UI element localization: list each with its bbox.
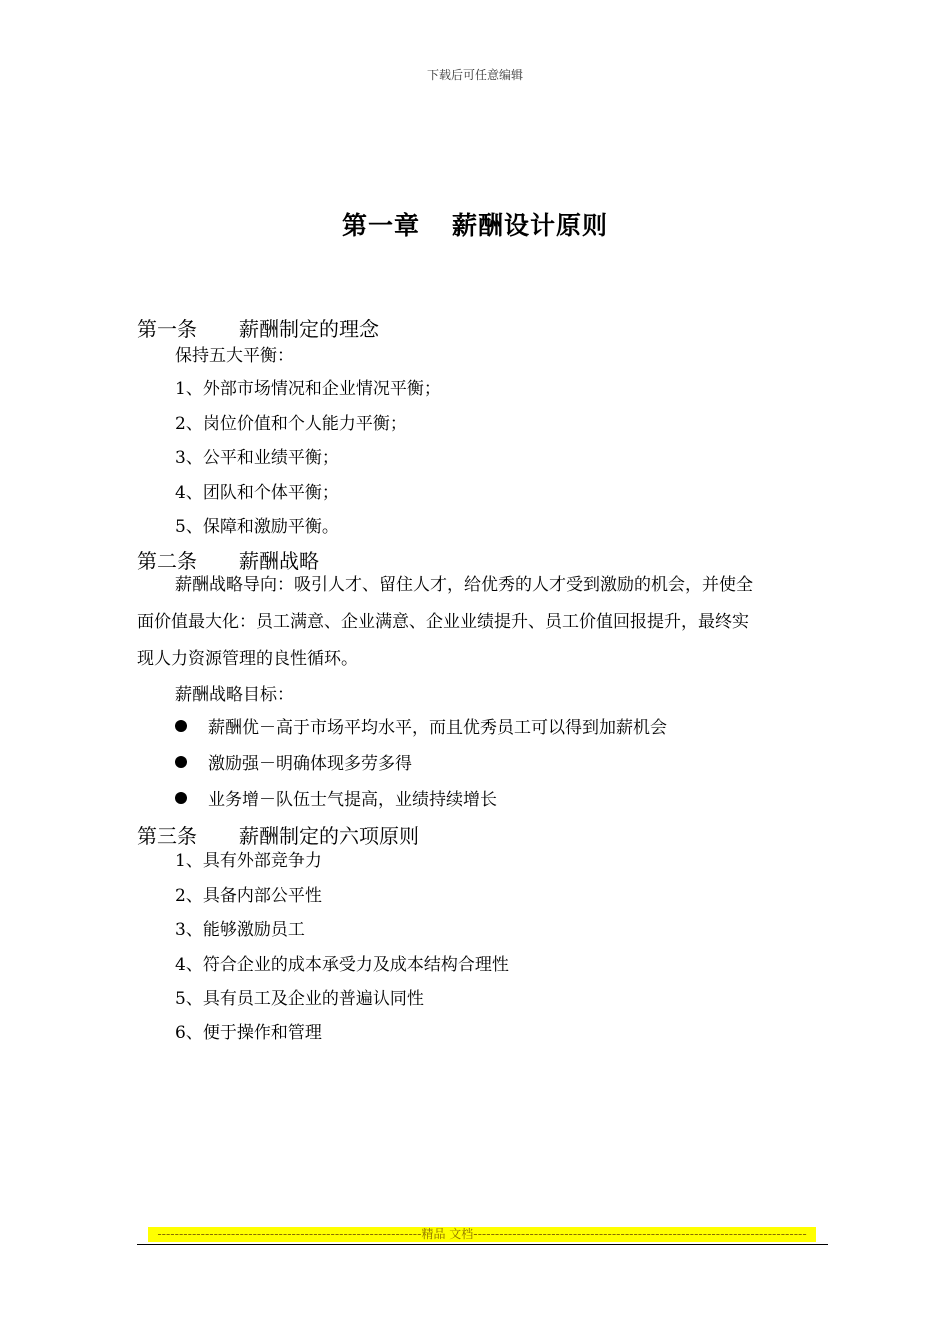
article1-item: 5、保障和激励平衡。 [175, 517, 339, 537]
article3-item: 1、具有外部竞争力 [175, 851, 322, 871]
article3-item: 5、具有员工及企业的普遍认同性 [175, 989, 424, 1009]
article3-title: 薪酬制定的六项原则 [239, 824, 419, 848]
article2-heading [137, 548, 319, 574]
goal-bullet-item [175, 753, 412, 775]
article1-item: 3、公平和业绩平衡； [175, 448, 339, 468]
article1-label: 第一条 [137, 317, 197, 341]
goal-text: 薪酬优－高于市场平均水平，而且优秀员工可以得到加薪机会 [208, 718, 667, 738]
article3-item: 6、便于操作和管理 [175, 1023, 322, 1043]
goal-text: 业务增－队伍士气提高，业绩持续增长 [208, 790, 497, 810]
footer-divider [137, 1244, 828, 1245]
bullet-dot-icon [175, 756, 187, 768]
article1-heading [137, 316, 379, 342]
article1-item: 2、岗位价值和个人能力平衡； [175, 414, 407, 434]
article1-item: 4、团队和个体平衡； [175, 483, 339, 503]
article3-heading [137, 823, 419, 849]
goal-bullet-item [175, 717, 667, 739]
goal-bullet-item [175, 789, 497, 811]
article2-title: 薪酬战略 [239, 549, 319, 573]
article1-intro: 保持五大平衡： [175, 346, 294, 366]
article1-title: 薪酬制定的理念 [239, 317, 379, 341]
article2-para-line: 现人力资源管理的良性循环。 [137, 649, 358, 669]
chapter-name: 薪酬设计原则 [452, 211, 609, 240]
article2-goals-label: 薪酬战略目标： [175, 685, 294, 705]
bullet-dot-icon [175, 792, 187, 804]
article1-item: 1、外部市场情况和企业情况平衡； [175, 379, 441, 399]
chapter-title [0, 206, 950, 242]
goal-text: 激励强－明确体现多劳多得 [208, 754, 412, 774]
footer-band: -------------------------------------------------------------精品 文档----------------------------------------------------------------------------- [148, 1227, 816, 1242]
bullet-dot-icon [175, 720, 187, 732]
article3-item: 2、具备内部公平性 [175, 886, 322, 906]
article3-item: 3、能够激励员工 [175, 920, 305, 940]
chapter-number: 第一章 [341, 211, 420, 240]
article2-para-line: 薪酬战略导向：吸引人才、留住人才，给优秀的人才受到激励的机会，并使全 [175, 575, 753, 595]
article3-item: 4、符合企业的成本承受力及成本结构合理性 [175, 955, 509, 975]
article2-para-line: 面价值最大化：员工满意、企业满意、企业业绩提升、员工价值回报提升，最终实 [137, 612, 749, 632]
article2-label: 第二条 [137, 549, 197, 573]
article3-label: 第三条 [137, 824, 197, 848]
header-note: 下载后可任意编辑 [426, 68, 523, 82]
